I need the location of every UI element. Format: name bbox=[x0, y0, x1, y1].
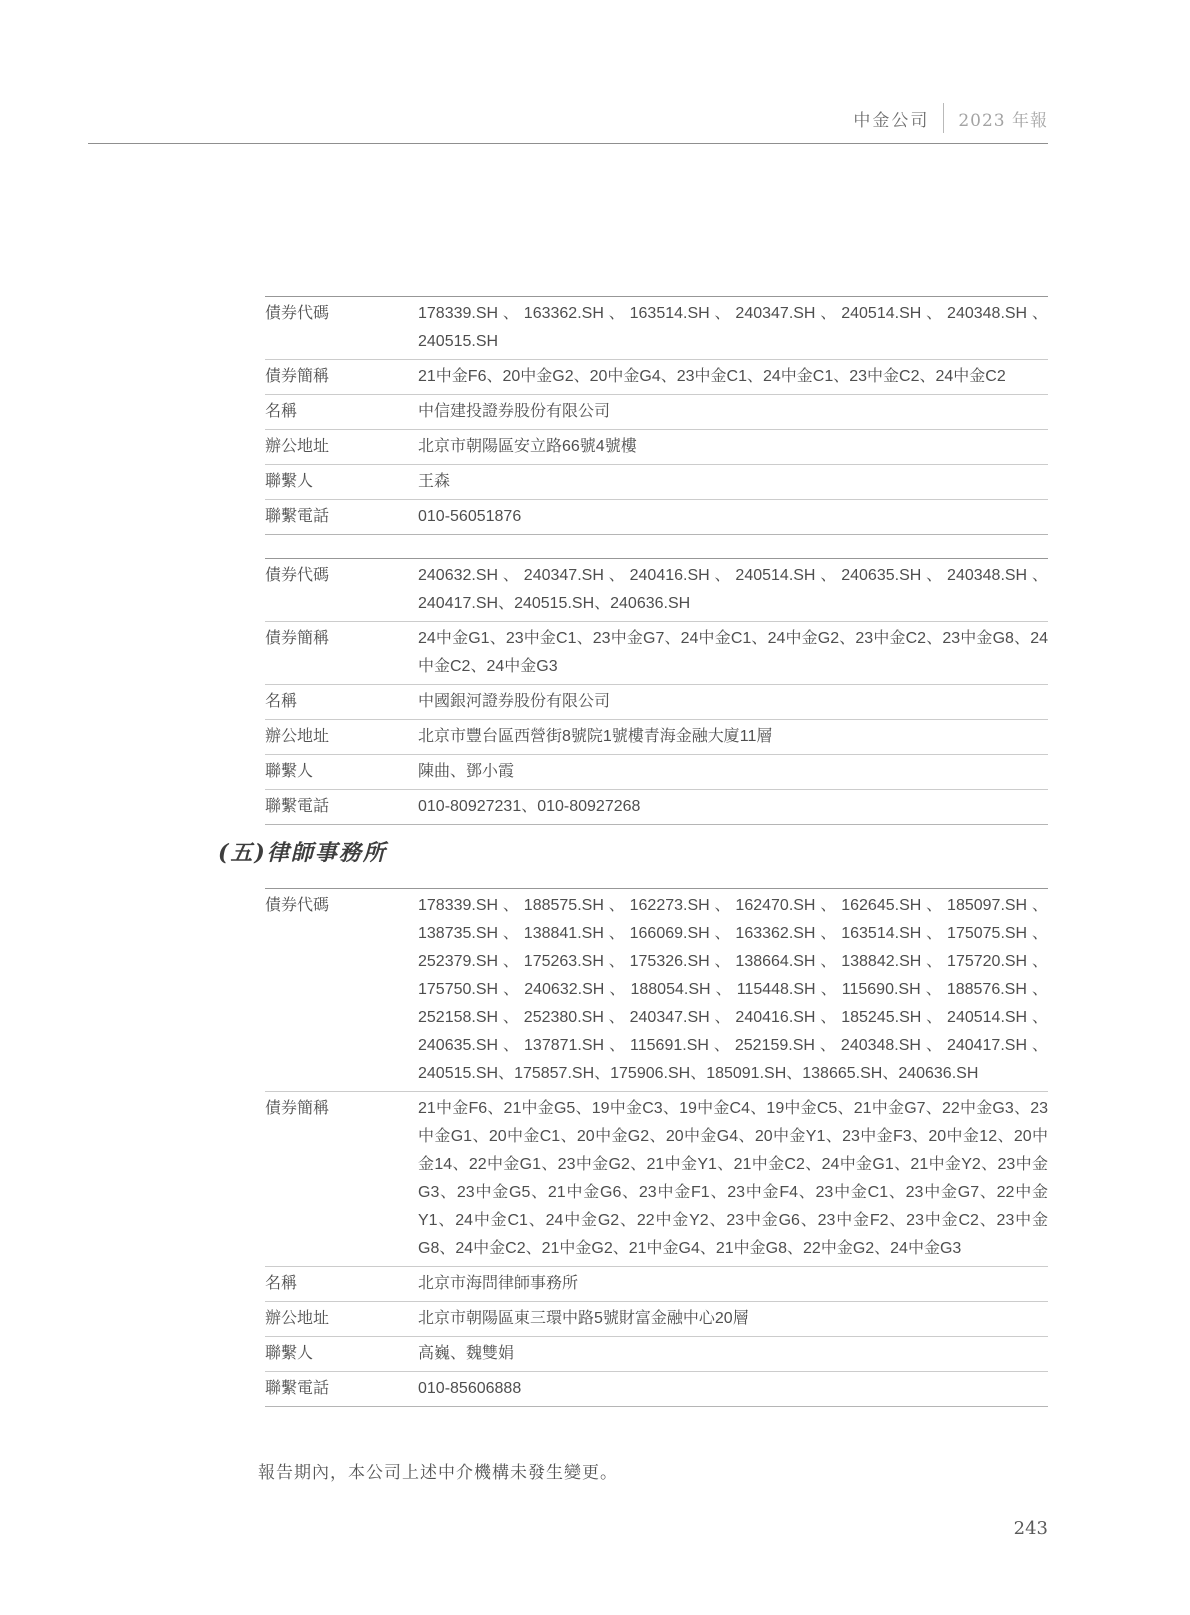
report-edition: 2023 年報 bbox=[958, 110, 1048, 131]
header-divider bbox=[943, 103, 944, 133]
contact-phone: 010-80927231、010-80927268 bbox=[418, 798, 641, 815]
row-label: 債券代碼 bbox=[265, 897, 330, 914]
bond-short-names: 21中金F6、21中金G5、19中金C3、19中金C4、19中金C5、21中金G7、22中金G3、23中金G1、20中金C1、20中金G2、20中金G4、20中金Y1、23中金F3、20中金12、20中金14、22中金G1、23中金G2、21中金Y1、21中金C2、24中金G1、21中金Y2、23中金G3、23中金G5、21中金G6、23中金F1、23中金F4、23中金C1、23中金G7、22中金Y1、24中金C1、24中金G2、22中金Y2、23中金G6、23中金F2、23中金C2、23中金G8、24中金C2、21中金G2、21中金G4、21中金G8、22中金G2、24中金G3 bbox=[418, 1100, 1048, 1257]
table-row bbox=[265, 889, 1048, 1092]
row-label: 債券簡稱 bbox=[265, 1100, 330, 1117]
row-label: 聯繫電話 bbox=[265, 508, 330, 525]
office-address: 北京市豐台區西營街8號院1號樓青海金融大廈11層 bbox=[418, 728, 773, 745]
contact-person: 高巍、魏雙娟 bbox=[418, 1345, 515, 1362]
table-row bbox=[265, 559, 1048, 622]
institution-name: 北京市海問律師事務所 bbox=[418, 1275, 579, 1292]
company-name: 中金公司 bbox=[853, 110, 930, 131]
office-address: 北京市朝陽區安立路66號4號樓 bbox=[418, 438, 637, 455]
bond-codes: 178339.SH、163362.SH、163514.SH、240347.SH、240514.SH、240348.SH、240515.SH bbox=[418, 305, 1048, 350]
contact-phone: 010-85606888 bbox=[418, 1380, 522, 1397]
bond-short-names: 24中金G1、23中金C1、23中金G7、24中金C1、24中金G2、23中金C2、23中金G8、24中金C2、24中金G3 bbox=[418, 630, 1048, 675]
row-label: 辦公地址 bbox=[265, 1310, 330, 1327]
row-label: 名稱 bbox=[265, 1275, 298, 1292]
row-label: 辦公地址 bbox=[265, 438, 330, 455]
table-row bbox=[265, 1267, 1048, 1302]
table-row bbox=[265, 500, 1048, 534]
table-row bbox=[265, 755, 1048, 790]
contact-person: 王森 bbox=[418, 473, 451, 490]
contact-phone: 010-56051876 bbox=[418, 508, 522, 525]
intermediary-table-lawfirm bbox=[265, 888, 1048, 1407]
table-row bbox=[265, 430, 1048, 465]
row-label: 聯繫電話 bbox=[265, 798, 330, 815]
table-row bbox=[265, 685, 1048, 720]
table-row bbox=[265, 720, 1048, 755]
table-row bbox=[265, 1337, 1048, 1372]
row-label: 名稱 bbox=[265, 693, 298, 710]
row-label: 聯繫電話 bbox=[265, 1380, 330, 1397]
row-label: 聯繫人 bbox=[265, 763, 314, 780]
page-number: 243 bbox=[1013, 1518, 1048, 1539]
table-row bbox=[265, 1302, 1048, 1337]
page-header bbox=[88, 103, 1048, 133]
row-label: 聯繫人 bbox=[265, 1345, 314, 1362]
row-label: 債券代碼 bbox=[265, 567, 330, 584]
table-row bbox=[265, 465, 1048, 500]
table-row bbox=[265, 622, 1048, 685]
table-row bbox=[265, 1092, 1048, 1267]
institution-name: 中國銀河證券股份有限公司 bbox=[418, 693, 611, 710]
table-row bbox=[265, 297, 1048, 360]
table-row bbox=[265, 395, 1048, 430]
section-heading: (五)律師事務所 bbox=[218, 840, 387, 866]
row-label: 聯繫人 bbox=[265, 473, 314, 490]
bond-short-names: 21中金F6、20中金G2、20中金G4、23中金C1、24中金C1、23中金C2、24中金C2 bbox=[418, 368, 1006, 385]
table-row bbox=[265, 360, 1048, 395]
institution-name: 中信建投證券股份有限公司 bbox=[418, 403, 611, 420]
row-label: 辦公地址 bbox=[265, 728, 330, 745]
row-label: 債券代碼 bbox=[265, 305, 330, 322]
office-address: 北京市朝陽區東三環中路5號財富金融中心20層 bbox=[418, 1310, 749, 1327]
row-label: 名稱 bbox=[265, 403, 298, 420]
closing-note: 報告期內，本公司上述中介機構未發生變更。 bbox=[258, 1463, 618, 1482]
contact-person: 陳曲、鄧小霞 bbox=[418, 763, 515, 780]
row-label: 債券簡稱 bbox=[265, 368, 330, 385]
header-rule bbox=[88, 143, 1048, 144]
intermediary-table-citic bbox=[265, 296, 1048, 535]
table-row bbox=[265, 1372, 1048, 1406]
table-row bbox=[265, 790, 1048, 824]
intermediary-table-galaxy bbox=[265, 558, 1048, 825]
bond-codes: 240632.SH、240347.SH、240416.SH、240514.SH、240635.SH、240348.SH、240417.SH、240515.SH、240636.SH bbox=[418, 567, 1048, 612]
row-label: 債券簡稱 bbox=[265, 630, 330, 647]
bond-codes: 178339.SH、188575.SH、162273.SH、162470.SH、162645.SH、185097.SH、138735.SH、138841.SH、166069.SH、163362.SH、163514.SH、175075.SH、252379.SH、175263.SH、175326.SH、138664.SH、138842.SH、175720.SH、175750.SH、240632.SH、188054.SH、115448.SH、115690.SH、188576.SH、252158.SH、252380.SH、240347.SH、240416.SH、185245.SH、240514.SH、240635.SH、137871.SH、115691.SH、252159.SH、240348.SH、240417.SH、240515.SH、175857.SH、175906.SH、185091.SH、138665.SH、240636.SH bbox=[418, 897, 1048, 1082]
